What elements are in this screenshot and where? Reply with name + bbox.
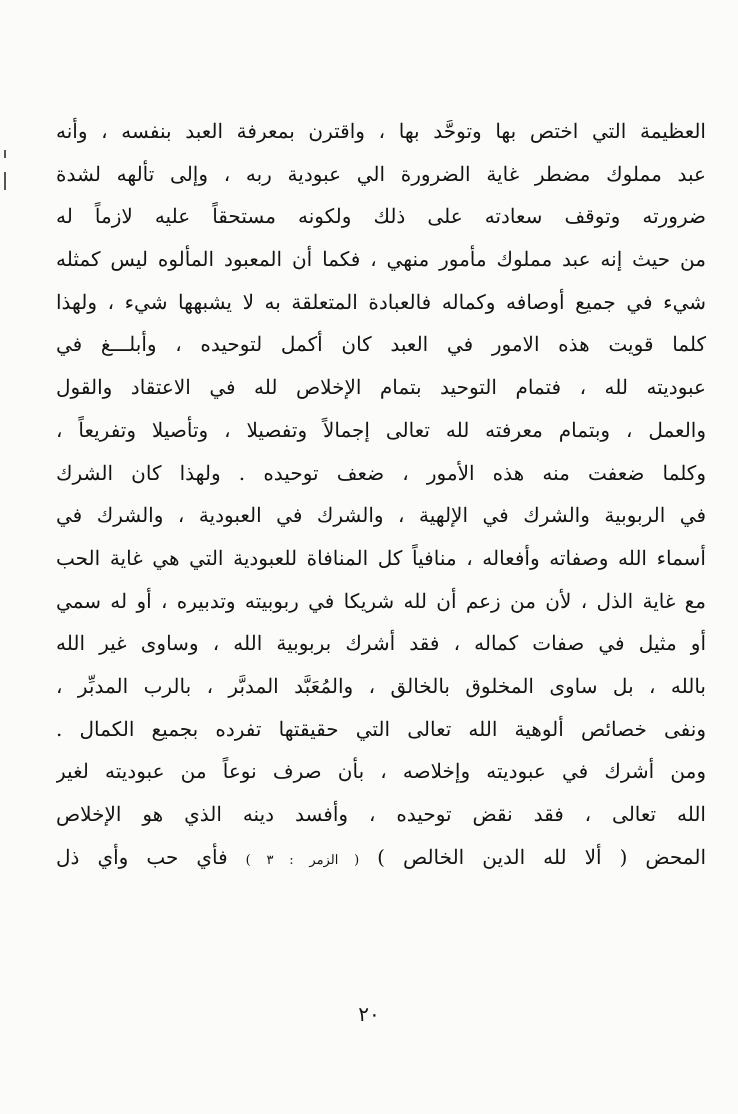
text-line: مع غاية الذل ، لأن من زعم أن لله شريكا في ربوبيته وتدبيره ، أو له سمي <box>56 588 706 613</box>
text-line: ومن أشرك في عبوديته وإخلاصه ، بأن صرف نوعاً من عبوديته لغير <box>56 759 706 784</box>
text-line: عبوديته لله ، فتمام التوحيد بتمام الإخلاص لله في الاعتقاد والقول <box>56 375 706 400</box>
text-line-last <box>56 836 706 879</box>
text-line: والعمل ، وبتمام معرفته لله تعالى إجمالاً وتفصيلا ، وتأصيلا وتفريعاً ، <box>56 417 706 442</box>
page-number: ٢٠ <box>358 1002 380 1026</box>
text-line: أو مثيل في صفات كماله ، فقد أشرك بربوبية الله ، وساوى غير الله <box>56 631 706 656</box>
text-line: بالله ، بل ساوى المخلوق بالخالق ، والمُعَبَّد المدبَّر ، بالرب المدبِّر ، <box>56 673 706 698</box>
text-line: شيء في جميع أوصافه وكماله فالعبادة المتعلقة به لا يشبهها شيء ، ولهذا <box>56 289 706 314</box>
page-body-text <box>56 110 706 878</box>
text-line: الله تعالى ، فقد نقض توحيده ، وأفسد دينه الذي هو الإخلاص <box>56 802 706 826</box>
text-line: من حيث إنه عبد مملوك مأمور منهي ، فكما أن المعبود المألوه ليس كمثله <box>56 247 706 272</box>
text-line: وكلما ضعفت منه هذه الأمور ، ضعف توحيده . ولهذا كان الشرك <box>56 460 706 485</box>
binding-edge-marks <box>4 150 10 190</box>
text-segment: فأي حب وأي ذل <box>56 844 246 869</box>
text-line: أسماء الله وصفاته وأفعاله ، منافياً كل المنافاة للعبودية التي هي غاية الحب <box>56 545 706 570</box>
text-line: في الربوبية والشرك في الإلهية ، والشرك في العبودية ، والشرك في <box>56 503 706 528</box>
quran-reference: ( الزمر : ٣ ) <box>245 852 360 868</box>
text-segment: المحض ( ألا لله الدين الخالص ) <box>359 844 706 869</box>
text-line: عبد مملوك مضطر غاية الضرورة الي عبودية ربه ، وإلى تألهه لشدة <box>56 161 706 186</box>
text-line: العظيمة التي اختص بها وتوحَّد بها ، واقترن بمعرفة العبد بنفسه ، وأنه <box>56 119 706 143</box>
text-line: ونفى خصائص ألوهية الله تعالى التي حقيقتها تفرده بجميع الكمال . <box>56 716 706 741</box>
text-line: ضرورته وتوقف سعادته على ذلك ولكونه مستحقاً عليه لازماً له <box>56 204 706 229</box>
text-line: كلما قويت هذه الامور في العبد كان أكمل لتوحيده ، وأبلـــغ في <box>56 332 706 357</box>
